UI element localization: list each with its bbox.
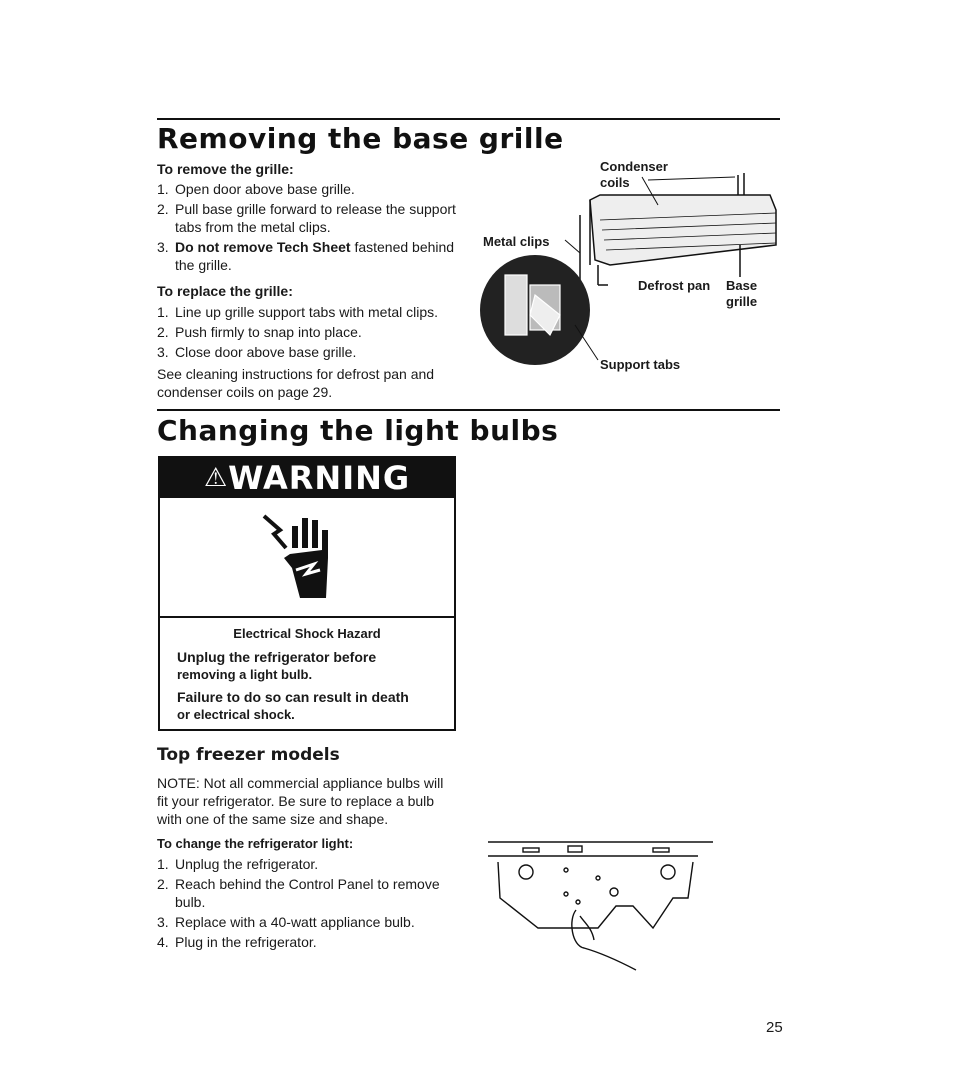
warning-consequence: Failure to do so can result in death or electrical shock. bbox=[177, 689, 409, 722]
base-grille-illustration bbox=[480, 165, 780, 380]
warning-hazard-title: Electrical Shock Hazard bbox=[233, 626, 381, 641]
label-defrost-pan: Defrost pan bbox=[638, 278, 711, 293]
control-panel-bulb-illustration bbox=[488, 836, 718, 976]
warning-triangle-icon: ⚠ bbox=[203, 463, 229, 493]
section-title-removing-grille: Removing the base grille bbox=[157, 122, 564, 155]
list-item: 1. Unplug the refrigerator. bbox=[157, 856, 319, 872]
change-light-heading: To change the refrigerator light: bbox=[157, 836, 354, 851]
list-item: 3. Do not remove Tech Sheet fastened behind the grille. bbox=[157, 239, 455, 273]
list-item: 2. Reach behind the Control Panel to remove bulb. bbox=[157, 876, 440, 910]
section-rule-middle bbox=[157, 409, 780, 411]
cleaning-note: See cleaning instructions for defrost pan and condenser coils on page 29. bbox=[157, 366, 435, 400]
electric-shock-hand-icon bbox=[256, 508, 356, 608]
replace-steps-list bbox=[157, 303, 467, 363]
label-metal-clips: Metal clips bbox=[483, 234, 550, 249]
list-item: 3. Close door above base grille. bbox=[157, 344, 357, 360]
section-title-light-bulbs: Changing the light bulbs bbox=[157, 414, 559, 447]
warning-header: ⚠WARNING bbox=[160, 458, 454, 498]
list-item: 4. Plug in the refrigerator. bbox=[157, 934, 317, 950]
section-rule-top bbox=[157, 118, 780, 120]
label-support-tabs: Support tabs bbox=[600, 357, 681, 372]
label-condenser-coils: Condenser coils bbox=[600, 159, 668, 190]
replace-grille-heading: To replace the grille: bbox=[157, 283, 293, 299]
warning-instruction-unplug: Unplug the refrigerator before removing a light bulb. bbox=[177, 649, 377, 682]
warning-box bbox=[158, 456, 456, 731]
remove-steps-list bbox=[157, 180, 457, 276]
bulb-note: NOTE: Not all commercial appliance bulbs will fit your refrigerator. Be sure to replace a bulb with one of the same size and shape. bbox=[157, 775, 444, 827]
change-light-steps-list bbox=[157, 855, 457, 953]
subsection-title-top-freezer: Top freezer models bbox=[157, 745, 340, 765]
page-number: 25 bbox=[766, 1019, 783, 1036]
label-base-grille: Base grille bbox=[726, 278, 758, 309]
list-item: 3. Replace with a 40-watt appliance bulb. bbox=[157, 914, 415, 930]
list-item: 1. Line up grille support tabs with metal clips. bbox=[157, 304, 439, 320]
remove-grille-heading: To remove the grille: bbox=[157, 161, 294, 177]
list-item: 2. Pull base grille forward to release the support tabs from the metal clips. bbox=[157, 201, 456, 235]
warning-divider bbox=[160, 616, 454, 618]
list-item: 2. Push firmly to snap into place. bbox=[157, 324, 362, 340]
list-item: 1. Open door above base grille. bbox=[157, 181, 355, 197]
